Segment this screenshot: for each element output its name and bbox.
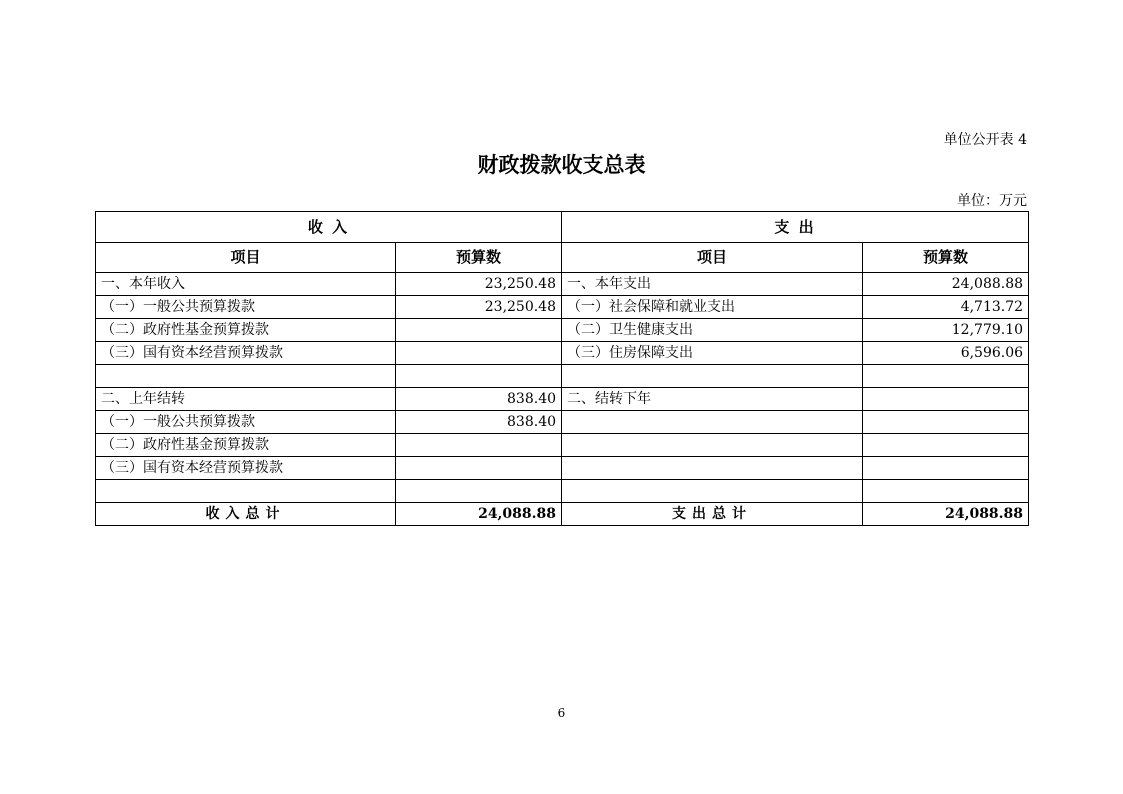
table-row (96, 342, 1029, 365)
expense-item-cell: （一）社会保障和就业支出 (562, 296, 863, 319)
expense-value-cell (863, 365, 1029, 388)
income-item-cell: （一）一般公共预算拨款 (96, 296, 396, 319)
expense-item-cell (562, 480, 863, 503)
income-value-cell (396, 457, 562, 480)
table-id-label: 单位公开表 4 (943, 132, 1027, 148)
expense-item-cell (562, 365, 863, 388)
income-item-cell: （一）一般公共预算拨款 (96, 411, 396, 434)
expense-total-value: 24,088.88 (863, 503, 1029, 526)
income-budget-header: 预算数 (396, 243, 562, 273)
expense-item-cell (562, 457, 863, 480)
budget-table (95, 211, 1029, 526)
table-row (96, 273, 1029, 296)
table-row (96, 480, 1029, 503)
income-value-cell: 838.40 (396, 411, 562, 434)
expense-total-label: 支出总计 (562, 503, 863, 526)
expense-value-cell: 24,088.88 (863, 273, 1029, 296)
income-item-cell: （三）国有资本经营预算拨款 (96, 457, 396, 480)
table-row (96, 457, 1029, 480)
expense-budget-header: 预算数 (863, 243, 1029, 273)
expense-item-header: 项目 (562, 243, 863, 273)
income-value-cell (396, 365, 562, 388)
total-row (96, 503, 1029, 526)
table-row (96, 319, 1029, 342)
table-row (96, 388, 1029, 411)
income-value-cell (396, 480, 562, 503)
page-number: 6 (557, 706, 566, 720)
income-value-cell (396, 434, 562, 457)
page-title: 财政拨款收支总表 (477, 152, 646, 177)
expense-value-cell: 4,713.72 (863, 296, 1029, 319)
income-item-cell: （二）政府性基金预算拨款 (96, 434, 396, 457)
expense-value-cell: 6,596.06 (863, 342, 1029, 365)
expense-section-header: 支 出 (562, 212, 1029, 243)
income-item-cell (96, 480, 396, 503)
unit-label: 单位：万元 (957, 193, 1027, 209)
table-row (96, 296, 1029, 319)
expense-value-cell (863, 480, 1029, 503)
income-value-cell (396, 342, 562, 365)
table-row (96, 434, 1029, 457)
section-header-row (96, 212, 1029, 243)
expense-item-cell (562, 411, 863, 434)
income-total-value: 24,088.88 (396, 503, 562, 526)
income-section-header: 收 入 (96, 212, 562, 243)
column-header-row (96, 243, 1029, 273)
income-item-cell: （二）政府性基金预算拨款 (96, 319, 396, 342)
expense-item-cell: 一、本年支出 (562, 273, 863, 296)
income-value-cell: 23,250.48 (396, 273, 562, 296)
income-item-header: 项目 (96, 243, 396, 273)
expense-value-cell (863, 434, 1029, 457)
expense-item-cell: （三）住房保障支出 (562, 342, 863, 365)
expense-value-cell: 12,779.10 (863, 319, 1029, 342)
income-value-cell: 838.40 (396, 388, 562, 411)
income-item-cell: 一、本年收入 (96, 273, 396, 296)
expense-item-cell (562, 434, 863, 457)
income-item-cell (96, 365, 396, 388)
income-value-cell: 23,250.48 (396, 296, 562, 319)
table-row (96, 411, 1029, 434)
expense-value-cell (863, 388, 1029, 411)
expense-item-cell: 二、结转下年 (562, 388, 863, 411)
income-item-cell: （三）国有资本经营预算拨款 (96, 342, 396, 365)
income-item-cell: 二、上年结转 (96, 388, 396, 411)
income-total-label: 收入总计 (96, 503, 396, 526)
table-row (96, 365, 1029, 388)
income-value-cell (396, 319, 562, 342)
expense-item-cell: （二）卫生健康支出 (562, 319, 863, 342)
expense-value-cell (863, 457, 1029, 480)
expense-value-cell (863, 411, 1029, 434)
